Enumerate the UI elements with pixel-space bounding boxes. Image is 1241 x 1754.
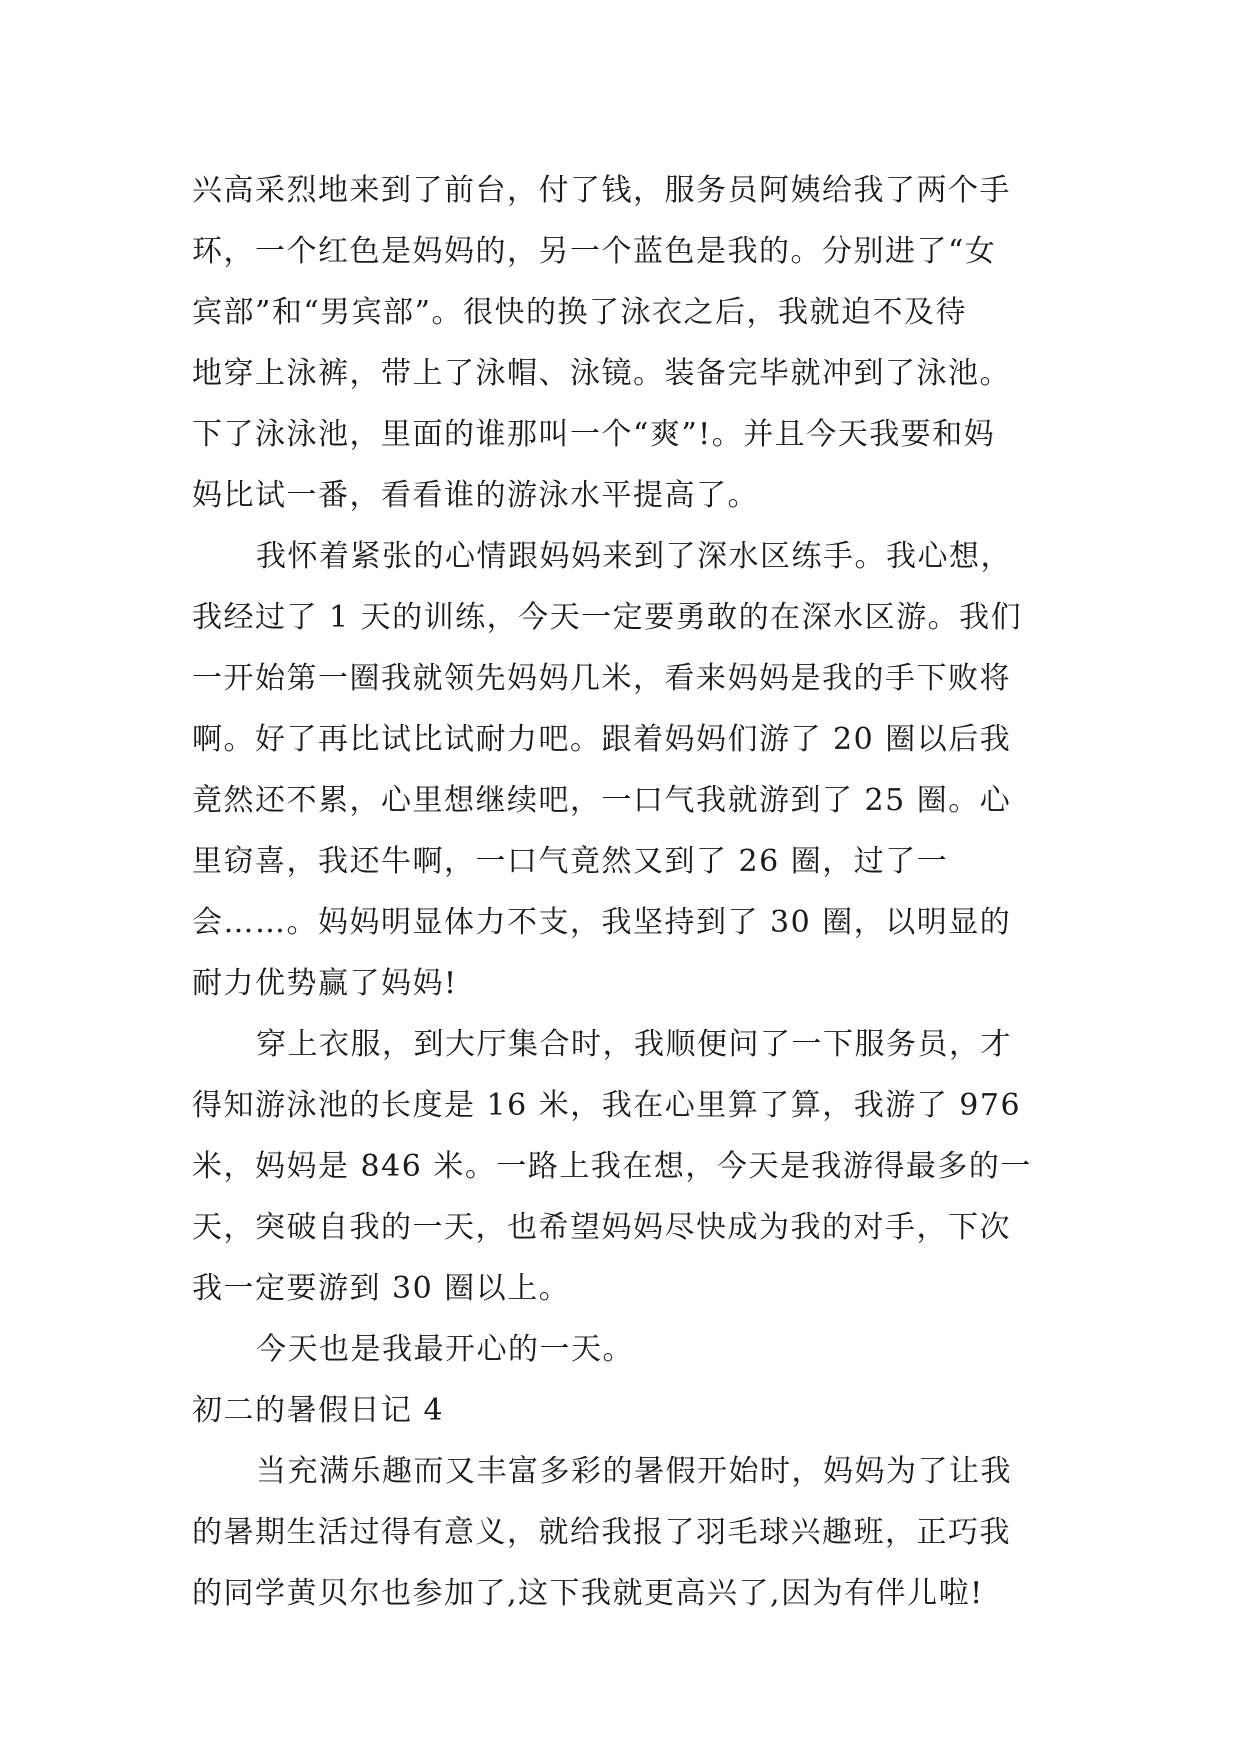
text-line: 下了泳泳池，里面的谁那叫一个“爽”!。并且今天我要和妈 [192,417,996,452]
text-line: 地穿上泳裤，带上了泳帽、泳镜。装备完毕就冲到了泳池。 [192,356,1011,391]
paragraph [192,1319,1072,1380]
text-line: 的暑期生活过得有意义，就给我报了羽毛球兴趣班，正巧我 [192,1515,1011,1550]
text-line: 里窃喜，我还牛啊，一口气竟然又到了 26 圈，过了一 [192,844,949,879]
text-line: 妈比试一番，看看谁的游泳水平提高了。 [192,478,759,513]
text-line: 得知游泳池的长度是 16 米，我在心里算了算，我游了 976 [192,1088,1022,1123]
paragraph [192,160,1072,526]
text-line: 天，突破自我的一天，也希望妈妈尽快成为我的对手，下次 [192,1210,1011,1245]
text-line: 会……。妈妈明显体力不支，我坚持到了 30 圈，以明显的 [192,905,1012,940]
text-line: 我经过了 1 天的训练，今天一定要勇敢的在深水区游。我们 [192,600,1023,635]
text-line: 兴高采烈地来到了前台，付了钱，服务员阿姨给我了两个手 [192,173,1011,208]
document-body [192,160,1072,1624]
paragraph [192,1014,1072,1319]
text-line: 竟然还不累，心里想继续吧，一口气我就游到了 25 圈。心 [192,783,1012,818]
text-line: 穿上衣服，到大厅集合时，我顺便问了一下服务员，才 [256,1027,1012,1062]
text-line: 我一定要游到 30 圈以上。 [192,1271,571,1306]
text-line: 环，一个红色是妈妈的，另一个蓝色是我的。分别进了“女 [192,234,997,269]
text-line: 一开始第一圈我就领先妈妈几米，看来妈妈是我的手下败将 [192,661,1011,696]
text-line: 耐力优势赢了妈妈! [192,966,458,1001]
text-line: 米，妈妈是 846 米。一路上我在想，今天是我游得最多的一 [192,1149,1032,1184]
text-line: 宾部”和“男宾部”。很快的换了泳衣之后，我就迫不及待 [192,295,968,330]
text-line: 当充满乐趣而又丰富多彩的暑假开始时，妈妈为了让我 [256,1454,1012,1489]
text-line: 我怀着紧张的心情跟妈妈来到了深水区练手。我心想， [256,539,1012,574]
text-line: 啊。好了再比试比试耐力吧。跟着妈妈们游了 20 圈以后我 [192,722,1012,757]
text-line: 的同学黄贝尔也参加了,这下我就更高兴了,因为有伴儿啦! [192,1576,984,1611]
paragraph [192,1441,1072,1624]
text-line: 今天也是我最开心的一天。 [256,1332,634,1367]
section-heading: 初二的暑假日记 4 [192,1393,445,1428]
paragraph [192,526,1072,1014]
